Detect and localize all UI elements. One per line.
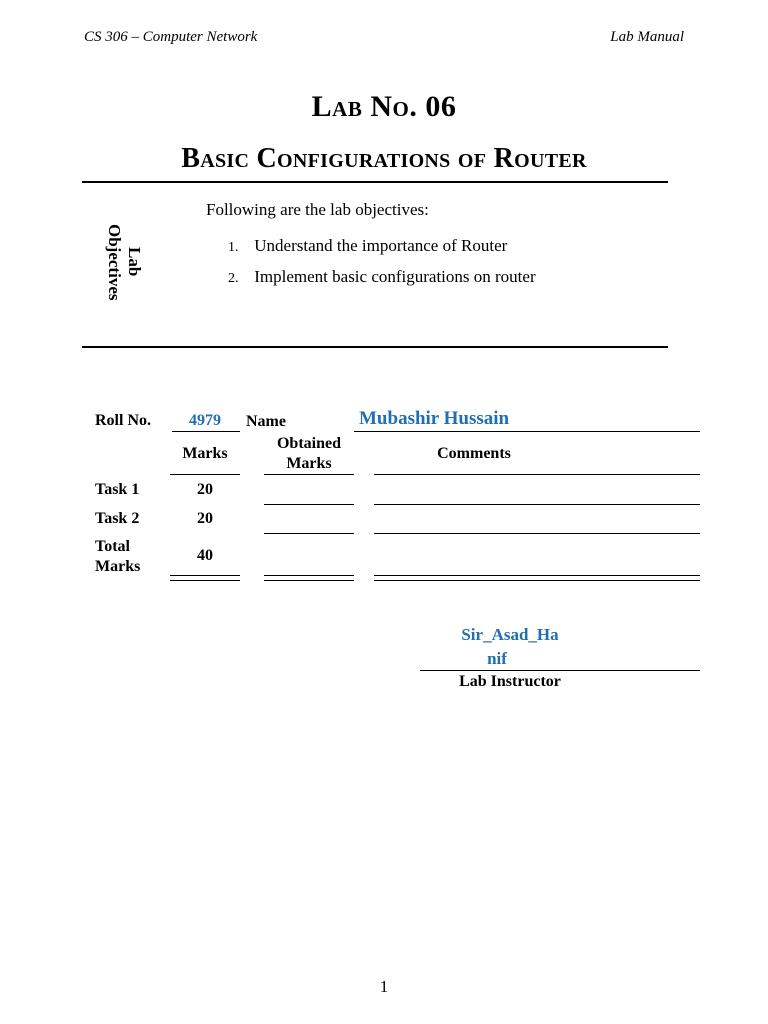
total-double-line — [264, 575, 354, 581]
header-underline — [170, 474, 240, 475]
comment-line — [374, 533, 700, 534]
header-underline — [264, 474, 354, 475]
name-label: Name — [246, 413, 286, 430]
instructor-name-line1: Sir_Asad_Ha — [461, 625, 559, 644]
col-obtained: Obtained Marks — [276, 435, 341, 472]
objective-number: 2. — [228, 271, 239, 286]
comment-line — [374, 504, 700, 505]
objective-text: Implement basic configurations on router — [254, 267, 536, 286]
col-comments: Comments — [437, 445, 511, 462]
title-divider — [82, 181, 668, 183]
objectives-side-label: Lab Objectives — [105, 223, 144, 301]
roll-value: 4979 — [189, 412, 221, 429]
header-manual: Lab Manual — [610, 29, 684, 45]
instructor-underline — [420, 670, 700, 671]
row-marks: 20 — [197, 481, 213, 498]
objectives-divider — [82, 346, 668, 348]
instructor-name-line2: nif — [487, 649, 507, 668]
header-underline — [374, 474, 700, 475]
objectives-intro: Following are the lab objectives: — [206, 200, 429, 219]
lab-subtitle: Basic Configurations of Router — [181, 143, 587, 174]
row-label: Task 1 — [95, 481, 140, 498]
roll-underline — [172, 431, 240, 432]
objective-item — [228, 236, 507, 256]
header-course: CS 306 – Computer Network — [84, 29, 258, 45]
name-underline — [354, 431, 700, 432]
obtained-line — [264, 533, 354, 534]
objective-text: Understand the importance of Router — [254, 236, 508, 255]
col-marks: Marks — [182, 445, 228, 462]
obtained-line — [264, 504, 354, 505]
row-marks: 40 — [197, 547, 213, 564]
total-double-line — [170, 575, 240, 581]
page-number: 1 — [379, 977, 389, 996]
objective-number: 1. — [228, 240, 239, 255]
row-label: Total Marks — [95, 538, 141, 575]
student-name: Mubashir Hussain — [359, 408, 510, 429]
objective-item — [228, 267, 536, 287]
roll-label: Roll No. — [95, 412, 151, 429]
row-label: Task 2 — [95, 510, 140, 527]
row-marks: 20 — [197, 510, 213, 527]
lab-title: Lab No. 06 — [311, 90, 457, 123]
total-double-line — [374, 575, 700, 581]
instructor-label: Lab Instructor — [459, 673, 561, 690]
